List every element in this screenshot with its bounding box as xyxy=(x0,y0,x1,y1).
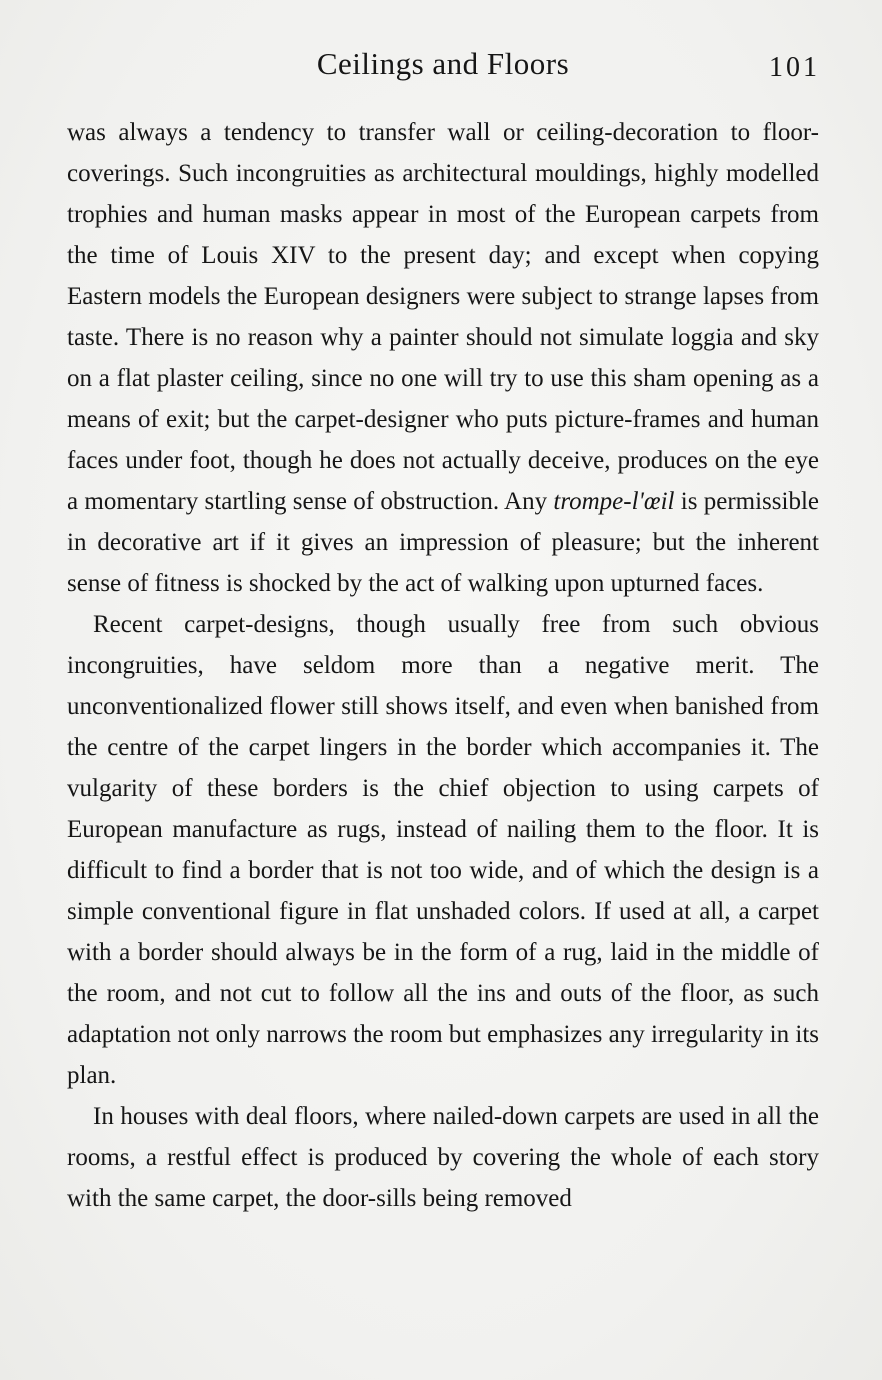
paragraph-1-text-b: is permissible in decorative art if it gives an impression of pleasure; but the inherent sense of fitness is shocked by the act of walking upon upturned faces. xyxy=(67,488,819,597)
body-text xyxy=(67,112,819,1219)
paragraph-1-italic-term: trompe-l'œil xyxy=(553,488,675,515)
page-header xyxy=(66,46,820,96)
paragraph-1-text-a: was always a tendency to transfer wall or ceiling-decoration to floor-coverings. Such incongruities as architectural mouldings, highly modelled trophies and human masks appear in most of the European carpets from the time of Louis XIV to the present day; and except when copying Eastern models the European designers were subject to strange lapses from taste. There is no reason why a painter should not simulate loggia and sky on a flat plaster ceiling, since no one will try to use this sham opening as a means of exit; but the carpet-designer who puts picture-frames and human faces under foot, though he does not actually deceive, produces on the eye a momentary startling sense of obstruction. Any xyxy=(67,119,819,515)
page-number: 101 xyxy=(769,52,820,83)
running-title: Ceilings and Floors xyxy=(316,46,570,81)
paragraph-3: In houses with deal floors, where nailed-down carpets are used in all the rooms, a restful effect is produced by covering the whole of each story with the same carpet, the door-sills being removed xyxy=(67,1103,819,1212)
paragraph-2: Recent carpet-designs, though usually free from such obvious incongruities, have seldom more than a negative merit. The unconventionalized flower still shows itself, and even when banished from the centre of the carpet lingers in the border which accompanies it. The vulgarity of these borders is the chief objection to using carpets of European manufacture as rugs, instead of nailing them to the floor. It is difficult to find a border that is not too wide, and of which the design is a simple conventional figure in flat unshaded colors. If used at all, a carpet with a border should always be in the form of a rug, laid in the middle of the room, and not cut to follow all the ins and outs of the floor, as such adaptation not only narrows the room but emphasizes any irregularity in its plan. xyxy=(67,611,819,1089)
paragraph-1 xyxy=(67,112,819,604)
